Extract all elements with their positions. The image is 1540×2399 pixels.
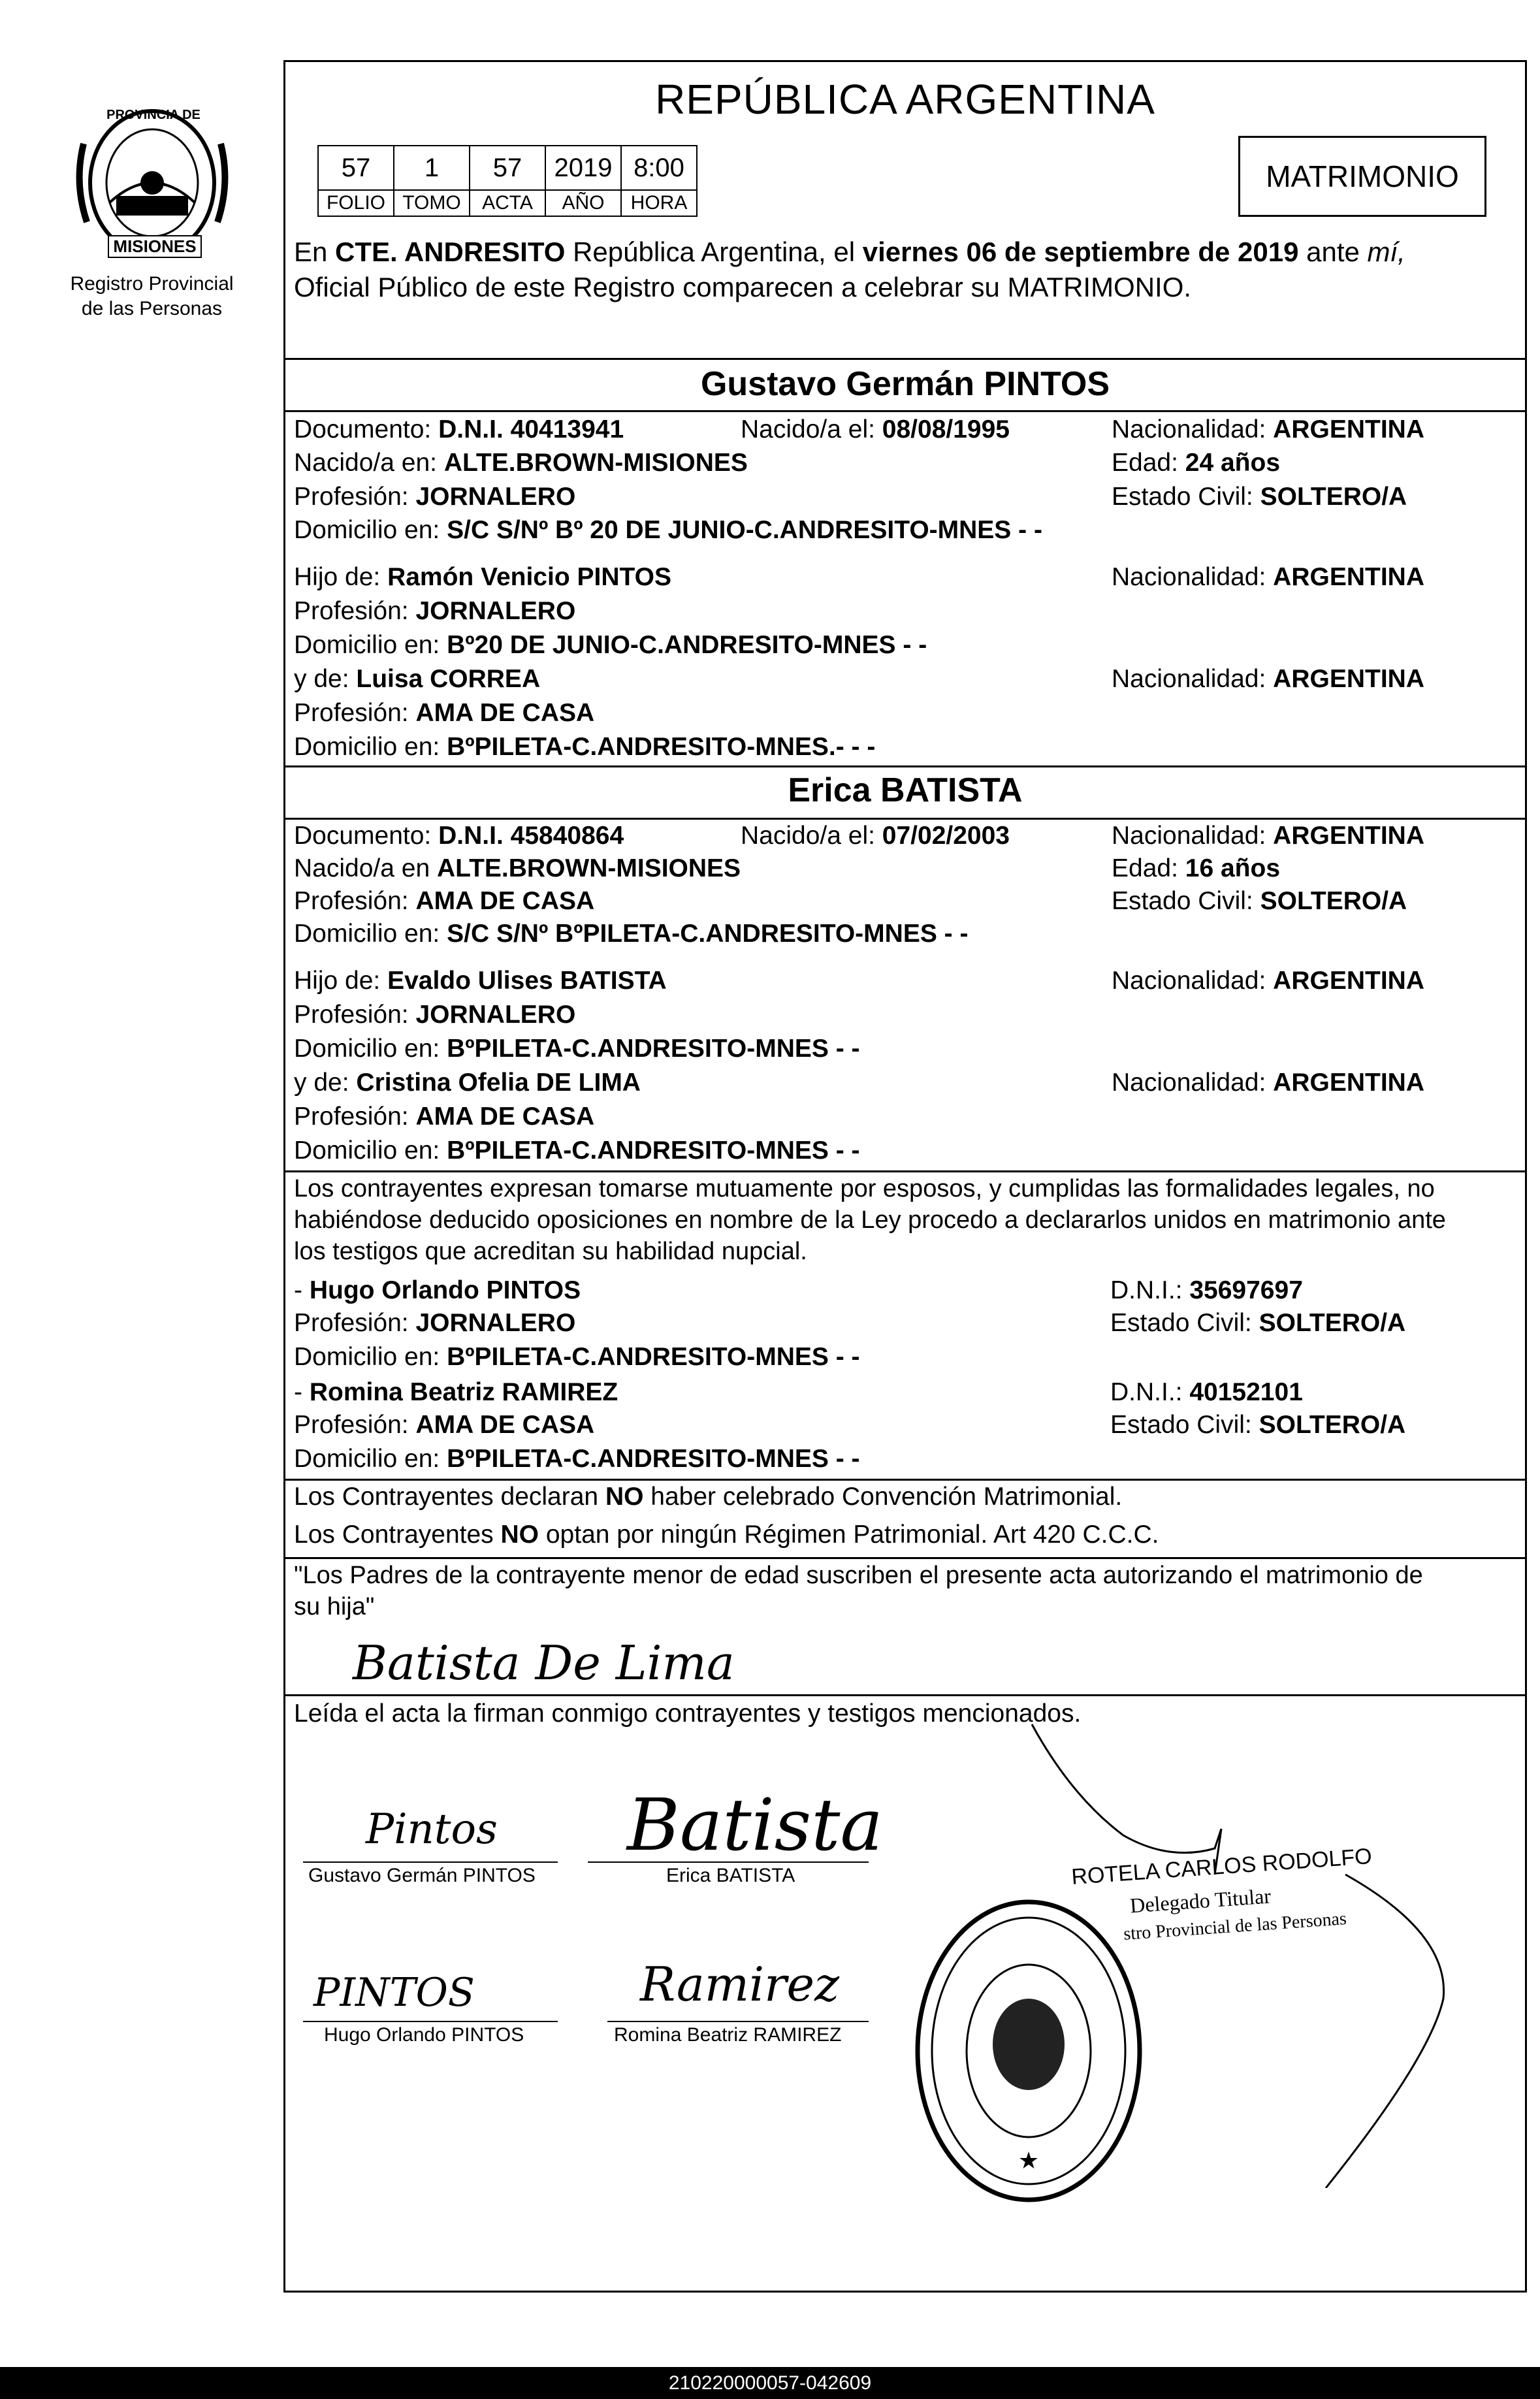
spouse1-father: Hijo de: Ramón Venicio PINTOS bbox=[294, 563, 671, 591]
declaration-line-3: los testigos que acreditan su habilidad nupcial. bbox=[294, 1238, 807, 1265]
declaration-line-2: habiéndose deducido oposiciones en nombre de la Ley procedo a declararlos unidos en matrimonio ante bbox=[294, 1206, 1446, 1234]
spouse2-father-dom: Domicilio en: BºPILETA-C.ANDRESITO-MNES - - bbox=[294, 1035, 860, 1063]
signature-line bbox=[588, 1861, 869, 1863]
signature-caption: Romina Beatriz RAMIREZ bbox=[614, 2024, 842, 2046]
svg-text:★: ★ bbox=[1018, 2147, 1040, 2174]
divider bbox=[283, 358, 1527, 360]
signature-handwriting: PINTOS bbox=[313, 1970, 475, 2016]
intro-line-2: Oficial Público de este Registro comparecen a celebrar su MATRIMONIO. bbox=[294, 272, 1192, 302]
signature-handwriting: Pintos bbox=[366, 1805, 498, 1854]
spouse1-nat: Nacionalidad: ARGENTINA bbox=[1112, 415, 1425, 443]
spouse1-mother-nat: Nacionalidad: ARGENTINA bbox=[1112, 665, 1425, 693]
spouse1-mother-prof: Profesión: AMA DE CASA bbox=[294, 699, 595, 727]
spouse2-father: Hijo de: Evaldo Ulises BATISTA bbox=[294, 967, 667, 995]
divider bbox=[283, 410, 1527, 412]
record-type: MATRIMONIO bbox=[1266, 159, 1459, 193]
spouse2-civil: Estado Civil: SOLTERO/A bbox=[1112, 887, 1407, 915]
spouse1-civil: Estado Civil: SOLTERO/A bbox=[1112, 483, 1407, 511]
spouse2-mother-prof: Profesión: AMA DE CASA bbox=[294, 1103, 595, 1131]
declaration-line-1: Los contrayentes expresan tomarse mutuamente por esposos, y cumplidas las formalidades legales, no bbox=[294, 1175, 1435, 1202]
folio-label: FOLIO bbox=[318, 190, 394, 216]
witness1-civil: Estado Civil: SOLTERO/A bbox=[1110, 1309, 1406, 1337]
page-title: REPÚBLICA ARGENTINA bbox=[655, 76, 1155, 123]
divider bbox=[283, 1170, 1527, 1172]
spouse2-mother-nat: Nacionalidad: ARGENTINA bbox=[1112, 1069, 1425, 1097]
divider bbox=[283, 1479, 1527, 1481]
witness2-dom: Domicilio en: BºPILETA-C.ANDRESITO-MNES - - bbox=[294, 1445, 860, 1473]
spouse1-birthplace: Nacido/a en: ALTE.BROWN-MISIONES bbox=[294, 449, 748, 477]
spouse2-name: Erica BATISTA bbox=[788, 771, 1023, 809]
logo-label-line1: Registro Provincial bbox=[70, 273, 234, 295]
hora-label: HORA bbox=[621, 190, 697, 216]
ano-label: AÑO bbox=[545, 190, 621, 216]
convention-line-2: Los Contrayentes NO optan por ningún Régimen Patrimonial. Art 420 C.C.C. bbox=[294, 1521, 1159, 1549]
spouse2-birthplace: Nacido/a en ALTE.BROWN-MISIONES bbox=[294, 854, 741, 882]
spouse2-prof: Profesión: AMA DE CASA bbox=[294, 887, 595, 915]
spouse1-father-dom: Domicilio en: Bº20 DE JUNIO-C.ANDRESITO-MNES - - bbox=[294, 631, 927, 659]
tomo-label: TOMO bbox=[394, 190, 470, 216]
witness1-name: - Hugo Orlando PINTOS bbox=[294, 1276, 581, 1304]
tomo-value: 1 bbox=[394, 146, 470, 190]
signature-caption: Hugo Orlando PINTOS bbox=[324, 2024, 524, 2046]
official-title: Delegado Titular bbox=[1129, 1884, 1272, 1918]
signature-line bbox=[607, 2021, 869, 2022]
closing-text: Leída el acta la firman conmigo contrayentes y testigos mencionados. bbox=[294, 1699, 1082, 1728]
divider bbox=[283, 765, 1527, 767]
signature-line bbox=[303, 2021, 558, 2022]
convention-line-1: Los Contrayentes declaran NO haber celebrado Convención Matrimonial. bbox=[294, 1483, 1123, 1511]
witness1-prof: Profesión: JORNALERO bbox=[294, 1309, 576, 1337]
document-id-footer: 210220000057-042609 bbox=[0, 2367, 1540, 2399]
spouse2-mother-dom: Domicilio en: BºPILETA-C.ANDRESITO-MNES - - bbox=[294, 1136, 860, 1165]
spouse1-father-prof: Profesión: JORNALERO bbox=[294, 597, 576, 625]
spouse2-dom: Domicilio en: S/C S/Nº BºPILETA-C.ANDRESITO-MNES - - bbox=[294, 920, 969, 948]
signature-caption: Erica BATISTA bbox=[666, 1865, 795, 1886]
spouse1-born: Nacido/a el: 08/08/1995 bbox=[741, 415, 1010, 443]
spouse1-name: Gustavo Germán PINTOS bbox=[700, 365, 1110, 403]
spouse1-father-nat: Nacionalidad: ARGENTINA bbox=[1112, 563, 1425, 591]
witness2-dni: D.N.I.: 40152101 bbox=[1110, 1378, 1303, 1406]
spouse1-prof: Profesión: JORNALERO bbox=[294, 483, 576, 511]
spouse2-age: Edad: 16 años bbox=[1112, 854, 1281, 882]
parents-signatures: Batista De Lima bbox=[353, 1635, 735, 1690]
seal-top-text: PROVINCIA DE bbox=[106, 108, 201, 122]
spouse2-born: Nacido/a el: 07/02/2003 bbox=[741, 822, 1010, 850]
official-office: stro Provincial de las Personas bbox=[1123, 1908, 1347, 1944]
parents-note-line-2: su hija" bbox=[294, 1593, 375, 1620]
acta-label: ACTA bbox=[470, 190, 545, 216]
spouse1-age: Edad: 24 años bbox=[1112, 449, 1281, 477]
spouse2-father-prof: Profesión: JORNALERO bbox=[294, 1001, 576, 1029]
spouse2-father-nat: Nacionalidad: ARGENTINA bbox=[1112, 967, 1425, 995]
witness1-dom: Domicilio en: BºPILETA-C.ANDRESITO-MNES - - bbox=[294, 1343, 860, 1371]
divider bbox=[283, 1694, 1527, 1696]
registry-table bbox=[317, 145, 698, 217]
spouse1-dom: Domicilio en: S/C S/Nº Bº 20 DE JUNIO-C.ANDRESITO-MNES - - bbox=[294, 516, 1042, 544]
intro-line-1: En CTE. ANDRESITO República Argentina, el viernes 06 de septiembre de 2019 ante mí, bbox=[294, 236, 1405, 267]
logo-label-line2: de las Personas bbox=[81, 298, 223, 319]
signature-handwriting: Ramirez bbox=[640, 1957, 840, 2012]
witness2-civil: Estado Civil: SOLTERO/A bbox=[1110, 1411, 1406, 1439]
ano-value: 2019 bbox=[545, 146, 621, 190]
signature-caption: Gustavo Germán PINTOS bbox=[308, 1865, 536, 1886]
spouse2-doc: Documento: D.N.I. 45840864 bbox=[294, 822, 624, 850]
spouse1-doc: Documento: D.N.I. 40413941 bbox=[294, 415, 624, 443]
official-name: ROTELA CARLOS RODOLFO bbox=[1070, 1843, 1373, 1890]
divider bbox=[283, 818, 1527, 820]
witness2-prof: Profesión: AMA DE CASA bbox=[294, 1411, 595, 1439]
hora-value: 8:00 bbox=[621, 146, 697, 190]
signature-line bbox=[303, 1861, 558, 1863]
witness1-dni: D.N.I.: 35697697 bbox=[1110, 1276, 1303, 1304]
record-type-box bbox=[1238, 136, 1486, 217]
spouse2-mother: y de: Cristina Ofelia DE LIMA bbox=[294, 1069, 641, 1097]
witness2-name: - Romina Beatriz RAMIREZ bbox=[294, 1378, 618, 1406]
folio-value: 57 bbox=[318, 146, 394, 190]
spouse1-mother: y de: Luisa CORREA bbox=[294, 665, 541, 693]
parents-note-line-1: "Los Padres de la contrayente menor de edad suscriben el presente acta autorizando el matrimonio de bbox=[294, 1562, 1423, 1589]
seal-bottom-text: MISIONES bbox=[108, 235, 202, 258]
spouse2-nat: Nacionalidad: ARGENTINA bbox=[1112, 822, 1425, 850]
spouse1-mother-dom: Domicilio en: BºPILETA-C.ANDRESITO-MNES.- - - bbox=[294, 733, 876, 761]
acta-value: 57 bbox=[470, 146, 545, 190]
divider bbox=[283, 1557, 1527, 1559]
signature-handwriting: Batista bbox=[627, 1783, 884, 1867]
